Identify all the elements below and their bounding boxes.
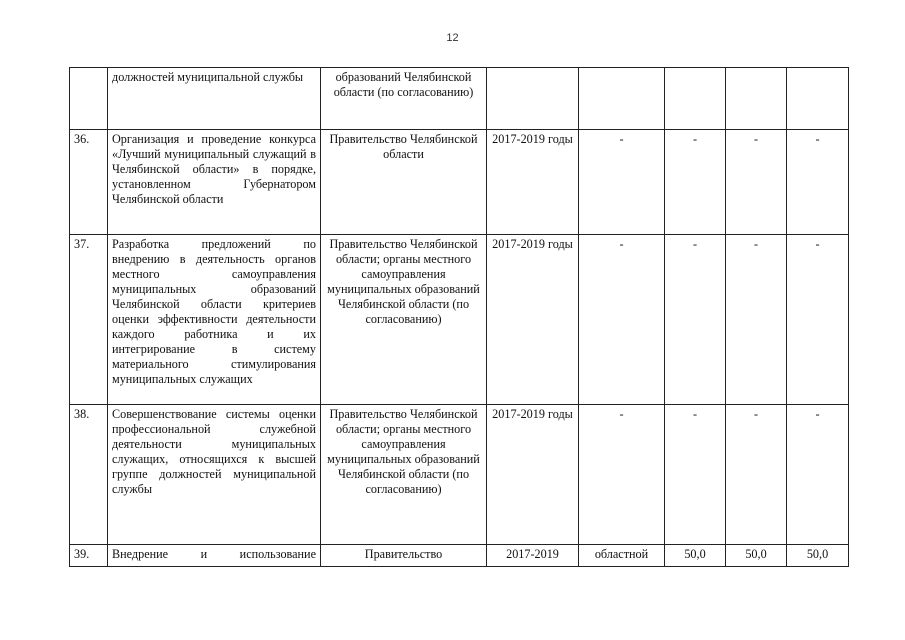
page-number: 12 — [446, 32, 459, 44]
amount-dash: - — [726, 235, 787, 405]
funding-source-dash: - — [579, 235, 665, 405]
responsible-executor: Правительство — [321, 545, 487, 567]
implementation-term: 2017-2019 — [487, 545, 579, 567]
funding-source — [579, 68, 665, 130]
funding-source: областной — [579, 545, 665, 567]
implementation-term — [487, 68, 579, 130]
measure-description: Совершенствование системы оценки профессиональной служебной деятельности муниципальных служащих, относящихся к высшей группе должностей муниципальной службы — [108, 405, 321, 545]
responsible-executor: Правительство Челябинской области; органы местного самоуправления муниципальных образований Челябинской области (по согласованию) — [321, 405, 487, 545]
table-row — [70, 130, 849, 235]
row-number — [70, 68, 108, 130]
row-number: 38. — [70, 405, 108, 545]
row-number: 36. — [70, 130, 108, 235]
amount-cell — [726, 68, 787, 130]
amount-dash: - — [787, 405, 849, 545]
amount-value: 50,0 — [787, 545, 849, 567]
implementation-term: 2017-2019 годы — [487, 130, 579, 235]
amount-dash: - — [665, 130, 726, 235]
amount-dash: - — [787, 235, 849, 405]
amount-dash: - — [726, 130, 787, 235]
row-number: 39. — [70, 545, 108, 567]
amount-dash: - — [665, 235, 726, 405]
table-row — [70, 68, 849, 130]
responsible-executor: Правительство Челябинской области — [321, 130, 487, 235]
amount-cell — [665, 68, 726, 130]
row-number: 37. — [70, 235, 108, 405]
responsible-executor: Правительство Челябинской области; органы местного самоуправления муниципальных образований Челябинской области (по согласованию) — [321, 235, 487, 405]
amount-value: 50,0 — [726, 545, 787, 567]
implementation-term: 2017-2019 годы — [487, 405, 579, 545]
amount-dash: - — [787, 130, 849, 235]
funding-source-dash: - — [579, 405, 665, 545]
amount-dash: - — [665, 405, 726, 545]
table-row — [70, 545, 849, 567]
implementation-term: 2017-2019 годы — [487, 235, 579, 405]
amount-dash: - — [726, 405, 787, 545]
funding-source-dash: - — [579, 130, 665, 235]
measures-table — [69, 67, 849, 567]
measure-description: Разработка предложений по внедрению в деятельность органов местного самоуправления муниципальных образований Челябинской области критериев оценки эффективности деятельности каждого работника и их интегрирование в систему материального стимулирования муниципальных служащих — [108, 235, 321, 405]
table-row — [70, 405, 849, 545]
responsible-executor: образований Челябинской области (по согласованию) — [321, 68, 487, 130]
amount-value: 50,0 — [665, 545, 726, 567]
measure-description: Внедрение и использование — [108, 545, 321, 567]
measure-description: Организация и проведение конкурса «Лучший муниципальный служащий в Челябинской области» в порядке, установленном Губернатором Челябинской области — [108, 130, 321, 235]
amount-cell — [787, 68, 849, 130]
table-row — [70, 235, 849, 405]
measure-description: должностей муниципальной службы — [108, 68, 321, 130]
